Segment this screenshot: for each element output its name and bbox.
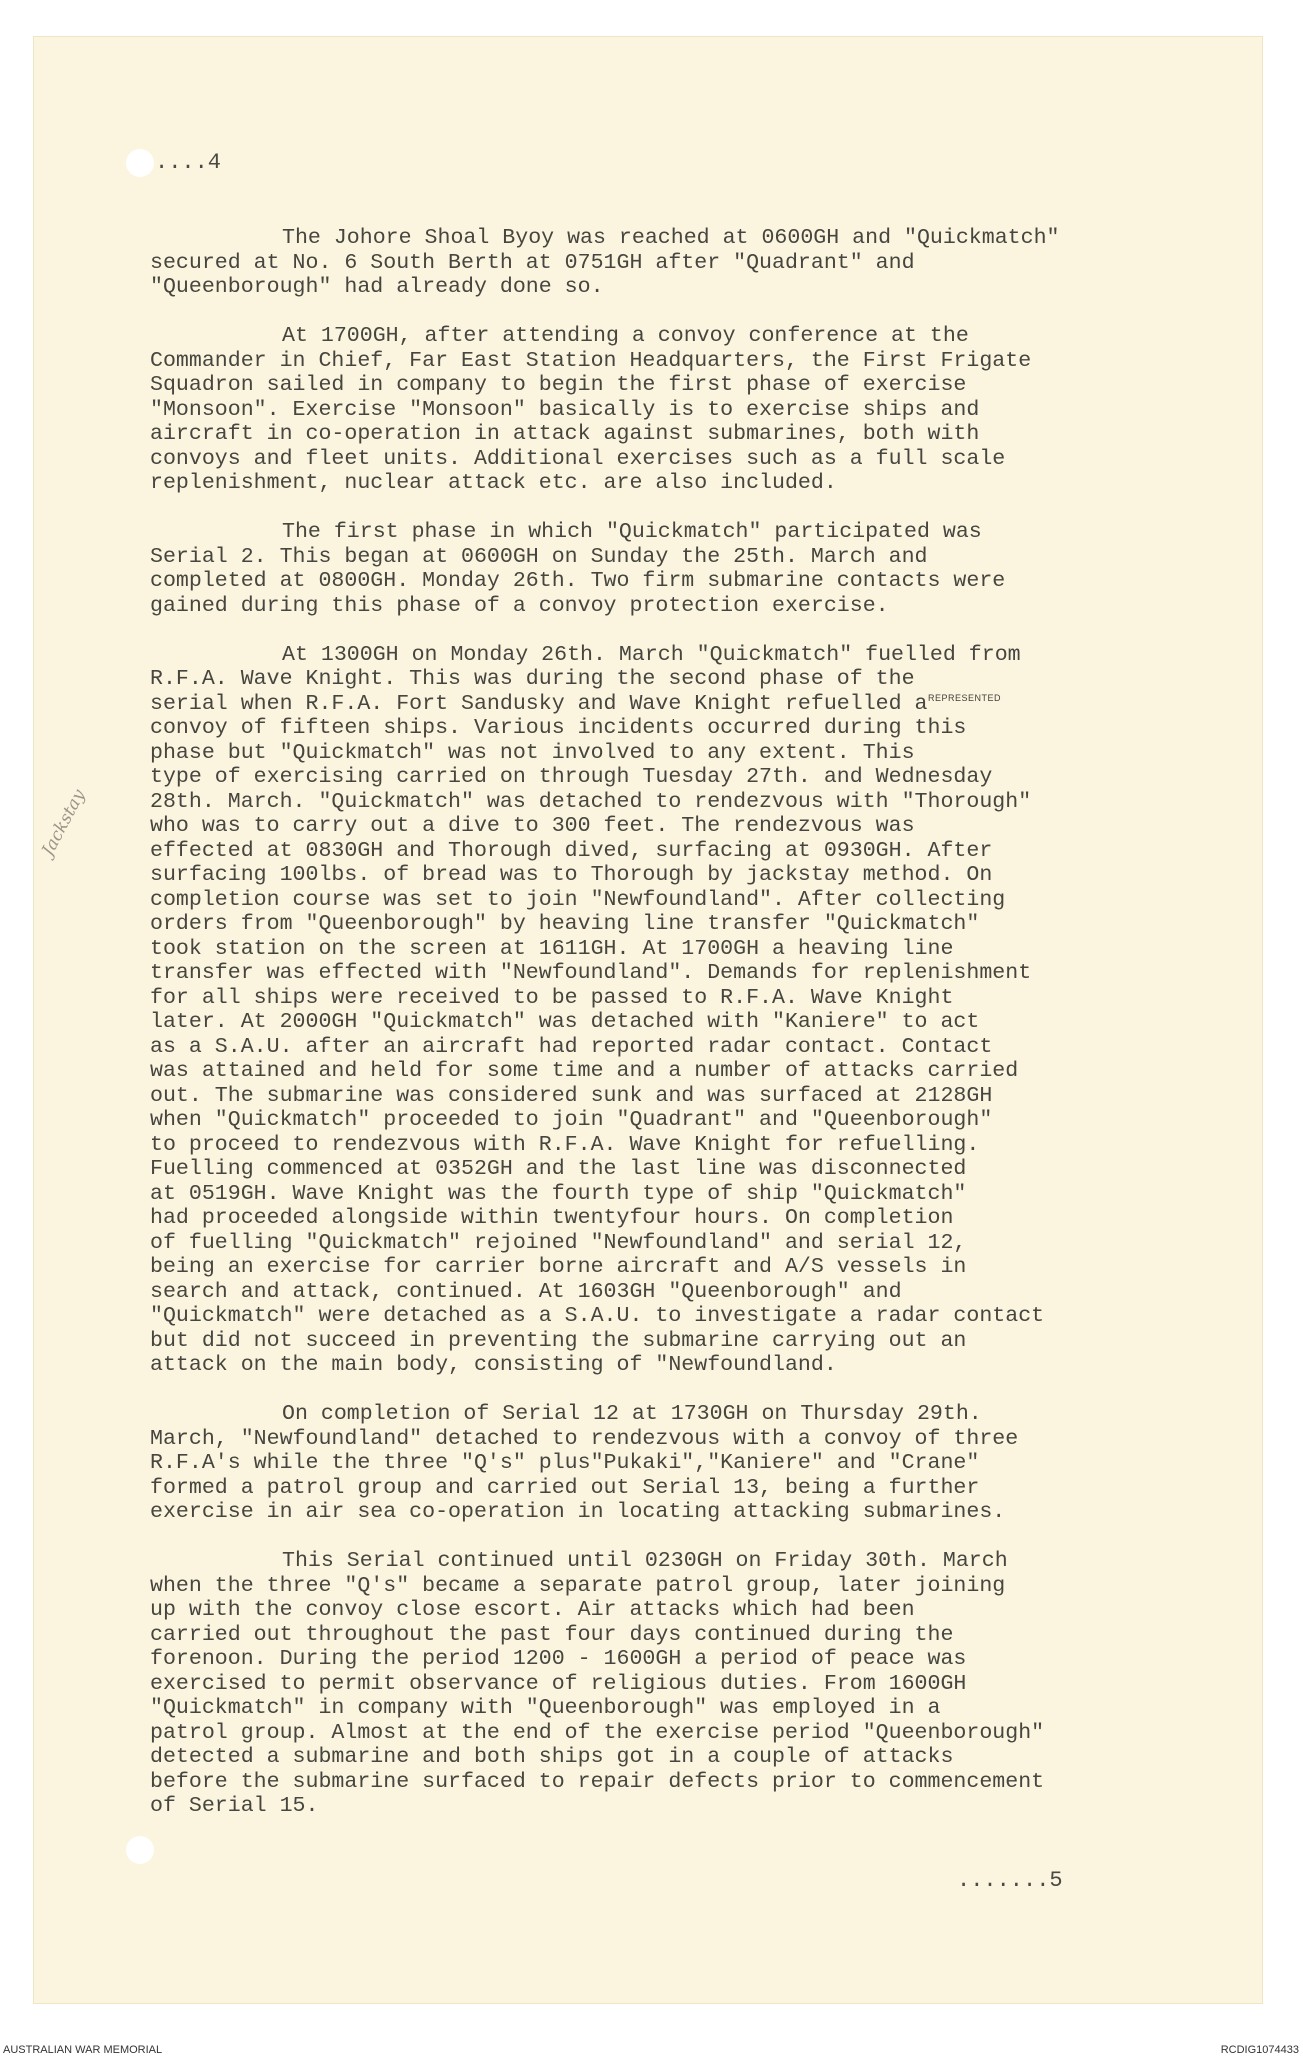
paragraph-1: The Johore Shoal Byoy was reached at 0600GH and "Quickmatch" secured at No. 6 South Berth at 0751GH after "Quadrant" and "Queenborough" had already done so. xyxy=(150,226,1060,299)
paragraph-2: At 1700GH, after attending a convoy conference at the Commander in Chief, Far East Station Headquarters, the First Frigate Squadron sailed in company to begin the first phase of exercise "Monsoon". Exercise "Monsoon" basically is to exercise ships and aircraft in co-operation in attack against submarines, both with convoys and fleet units. Additional exercises such as a full scale replenishment, nuclear attack etc. are also included. xyxy=(150,324,1032,495)
paragraph-3: The first phase in which "Quickmatch" participated was Serial 2. This began at 0600GH on Sunday the 25th. March and completed at 0800GH. Monday 26th. Two firm submarine contacts were gained during this phase of a convoy protection exercise. xyxy=(150,520,1006,618)
footer-record-id: RCDIG1074433 xyxy=(1220,2044,1299,2056)
paragraph-6: This Serial continued until 0230GH on Friday 30th. March when the three "Q's" became a separate patrol group, later joining up with the convoy close escort. Air attacks which had been carried out throughout the past four days continued during the forenoon. During the period 1200 - 1600GH a period of peace was exercised to permit observance of religious duties. From 1600GH "Quickmatch" in company with "Queenborough" was employed in a patrol group. Almost at the end of the exercise period "Queenborough" detected a submarine and both ships got in a couple of attacks before the submarine surfaced to repair defects prior to commencement of Serial 15. xyxy=(150,1549,1045,1818)
paragraph-5: On completion of Serial 12 at 1730GH on Thursday 29th. March, "Newfoundland" detached to rendezvous with a convoy of three R.F.A's while the three "Q's" plus"Pukaki","Kaniere" and "Crane" formed a patrol group and carried out Serial 13, being a further exercise in air sea co-operation in locating attacking submarines. xyxy=(150,1402,1019,1524)
next-page-marker: .......5 xyxy=(957,1868,1063,1893)
margin-note: Jackstay xyxy=(38,786,90,860)
punch-hole-top xyxy=(126,149,154,177)
inline-correction: REPRESENTED xyxy=(928,693,1002,703)
body-text xyxy=(150,226,1190,1843)
footer-archive-name: AUSTRALIAN WAR MEMORIAL xyxy=(3,2044,163,2056)
page-number: ....4 xyxy=(155,150,222,175)
paragraph-4: At 1300GH on Monday 26th. March "Quickmatch" fuelled from R.F.A. Wave Knight. This was during the second phase of the serial when R.F.A. Fort Sandusky and Wave Knight refuelled a convoy of fifteen ships. Various incidents occurred during this phase but "Quickmatch" was not involved to any extent. This type of exercising carried on through Tuesday 27th. and Wednesday 28th. March. "Quickmatch" was detached to rendezvous with "Thorough" who was to carry out a dive to 300 feet. The rendezvous was effected at 0830GH and Thorough dived, surfacing at 0930GH. After surfacing 100lbs. of bread was to Thorough by jackstay method. On completion course was set to join "Newfoundland". After collecting orders from "Queenborough" by heaving line transfer "Quickmatch" took station on the screen at 1611GH. At 1700GH a heaving line transfer was effected with "Newfoundland". Demands for replenishment for all ships were received to be passed to R.F.A. Wave Knight later. At 2000GH "Quickmatch" was detached with "Kaniere" to act as a S.A.U. after an aircraft had reported radar contact. Contact was attained and held for some time and a number of attacks carried out. The submarine was considered sunk and was surfaced at 2128GH when "Quickmatch" proceeded to join "Quadrant" and "Queenborough" to proceed to rendezvous with R.F.A. Wave Knight for refuelling. Fuelling commenced at 0352GH and the last line was disconnected at 0519GH. Wave Knight was the fourth type of ship "Quickmatch" had proceeded alongside within twentyfour hours. On completion of fuelling "Quickmatch" rejoined "Newfoundland" and serial 12, being an exercise for carrier borne aircraft and A/S vessels in search and attack, continued. At 1603GH "Queenborough" and "Quickmatch" were detached as a S.A.U. to investigate a radar contact but did not succeed in preventing the submarine carrying out an attack on the main body, consisting of "Newfoundland. xyxy=(150,642,1045,1377)
